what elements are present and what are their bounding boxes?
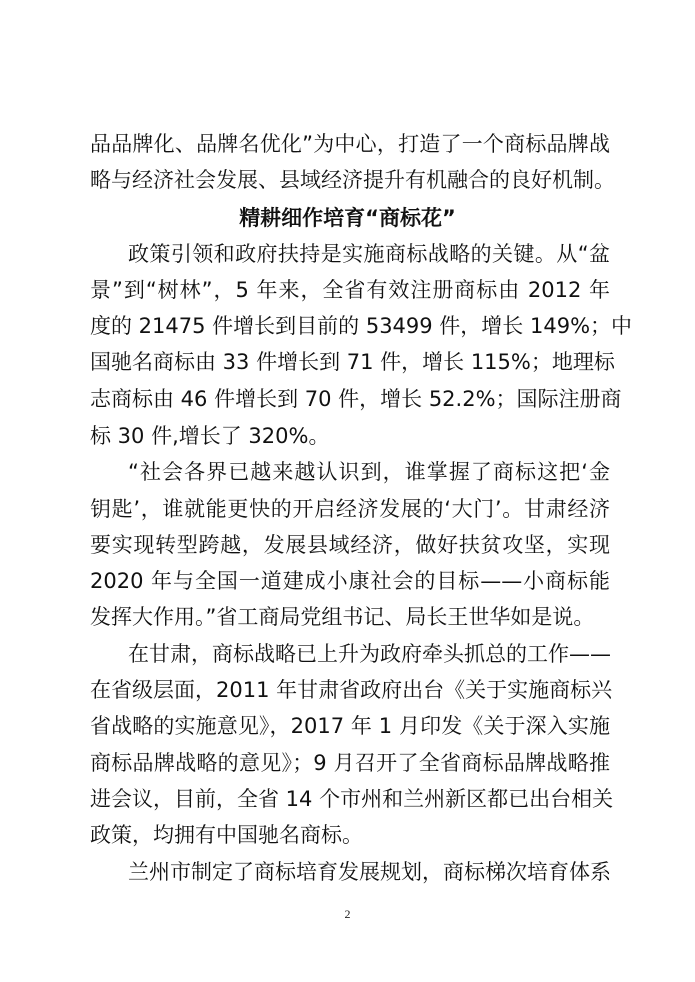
paragraph-line: 发挥大作用。”省工商局党组书记、局长王世华如是说。 [90,605,595,629]
paragraph-line: 省战略的实施意见》，2017 年 1 月印发《关于深入实施 [90,714,611,738]
page-number: 2 [344,907,351,921]
paragraph-line: 国驰名商标由 33 件增长到 71 件，增长 115%；地理标 [90,350,615,374]
section-heading: 精耕细作培育“商标花” [239,206,456,230]
paragraph-line: 在甘肃，商标战略已上升为政府牵头抓总的工作—— [128,642,611,666]
paragraph-line: 略与经济社会发展、县域经济提升有机融合的良好机制。 [90,168,615,192]
paragraph-line: 要实现转型跨越，发展县域经济，做好扶贫攻坚，实现 [90,533,610,557]
paragraph-line: 进会议，目前，全省 14 个市州和兰州新区都已出台相关 [90,787,614,811]
paragraph-line: 政策引领和政府扶持是实施商标战略的关键。从“盆 [128,242,610,266]
paragraph-line: 在省级层面，2011 年甘肃省政府出台《关于实施商标兴 [90,678,613,702]
paragraph-line: 志商标由 46 件增长到 70 件，增长 52.2%；国际注册商 [90,387,622,411]
paragraph-line: “社会各界已越来越认识到，谁掌握了商标这把‘金 [128,460,610,484]
paragraph-line: 2020 年与全国一道建成小康社会的目标——小商标能 [90,569,610,593]
paragraph-line: 商标品牌战略的意见》；9 月召开了全省商标品牌战略推 [90,751,610,775]
paragraph-line: 钥匙’，谁就能更快的开启经济发展的‘大门’。甘肃经济 [90,497,610,521]
paragraph-line: 品品牌化、品牌名优化”为中心，打造了一个商标品牌战 [90,132,610,156]
paragraph-line: 标 30 件,增长了 320%。 [90,424,330,448]
paragraph-line: 政策，均拥有中国驰名商标。 [90,823,363,847]
paragraph-line: 度的 21475 件增长到目前的 53499 件，增长 149%；中 [90,314,633,338]
paragraph-line: 兰州市制定了商标培育发展规划，商标梯次培育体系 [128,860,611,884]
paragraph-line: 景”到“树林”，5 年来，全省有效注册商标由 2012 年 [90,278,610,302]
